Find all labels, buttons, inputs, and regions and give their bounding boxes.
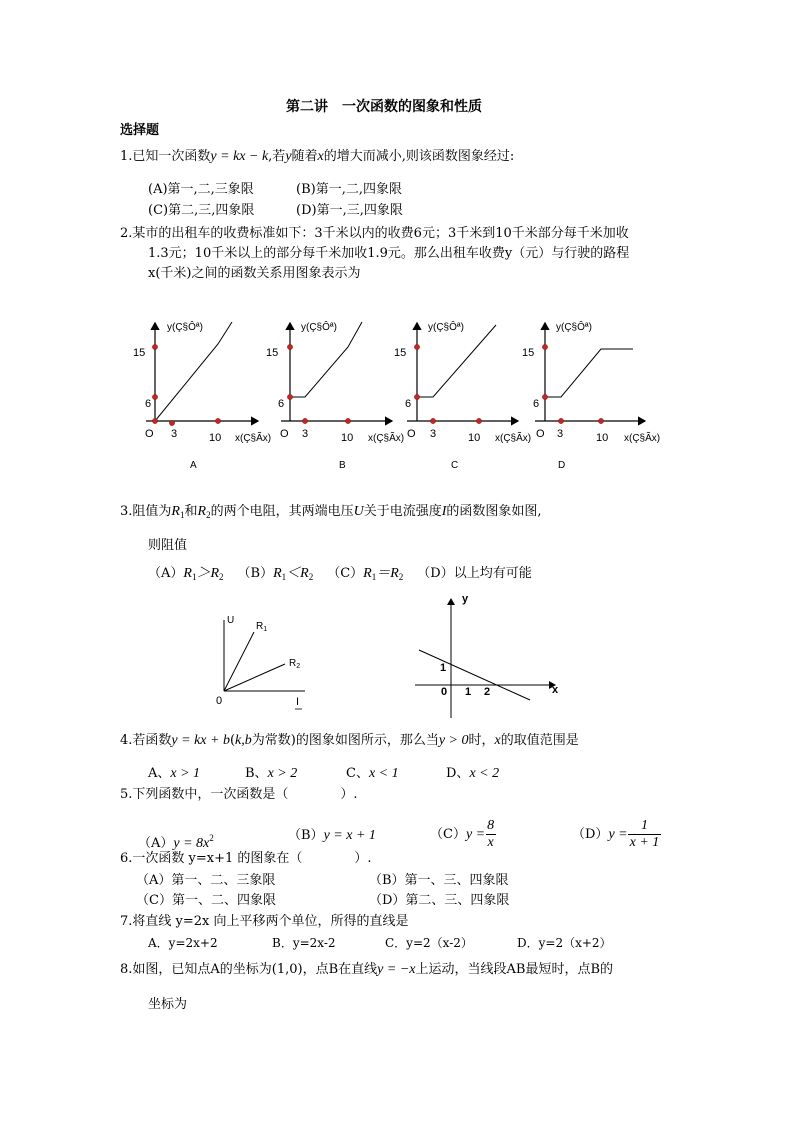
lf-function-line <box>419 650 530 700</box>
question-6-stem <box>120 851 372 867</box>
q4-text: 的取值范围是 <box>500 733 579 748</box>
q6-option-a: （A）第一、二、三象限 <box>136 873 276 888</box>
question-2-line-2: 1.3元；10千米以上的部分每千米加收1.9元。那么出租车收费y（元）与行驶的路程 <box>148 246 630 261</box>
q5-option-b-expr: y = x + 1 <box>323 828 376 843</box>
q3-text: 阻值为 <box>132 504 172 519</box>
graph-a-y-label: y(Ç§Ôª) <box>167 322 203 333</box>
q5-text: 下列函数中，一次函数是（ ）. <box>132 787 358 802</box>
graph-b-origin: O <box>280 428 289 440</box>
q3-text: 的函数图象如图, <box>446 504 542 519</box>
graph-a-tick-15: 15 <box>133 347 146 359</box>
q3-text: 关于电流强度 <box>363 504 442 519</box>
q5-option-a-exponent: 2 <box>209 833 214 843</box>
q5-option-d-denominator: x + 1 <box>629 835 660 850</box>
q4-option-d-label: D、 <box>446 766 470 781</box>
q3-subscript: 2 <box>219 572 224 582</box>
q7-option-a: A．y=2x+2 <box>148 936 218 950</box>
q3-r1-subscript: 1 <box>179 510 185 520</box>
graph-d-tick-3: 3 <box>557 428 564 440</box>
q5-option-c-numerator: 8 <box>487 818 495 833</box>
q4-text: 为常数)的图象如图所示，那么当 <box>251 733 439 748</box>
q3-option-a-label: （A） <box>148 566 184 581</box>
q3-r1-symbol: R <box>171 504 180 519</box>
q1-text: 随着 <box>291 149 318 164</box>
q1-option-a: (A)第一,二,三象限 <box>148 182 254 197</box>
q4-option-b <box>245 766 297 782</box>
q4-option-c-expr: x < 1 <box>368 766 399 781</box>
graph-c-tick-3: 3 <box>430 428 437 440</box>
q3-eq-symbol: ＝ <box>376 566 391 581</box>
q3-r-symbol: R <box>183 566 192 581</box>
q8-line-2: 坐标为 <box>148 997 188 1012</box>
graph-c-origin: O <box>407 428 416 440</box>
q5-option-a-expr: y = 8x <box>173 836 210 851</box>
graph-c-letter: C <box>451 460 459 471</box>
q3-r-symbol: R <box>363 566 372 581</box>
q4-option-a <box>148 766 200 782</box>
graph-d-tick-6: 6 <box>533 398 540 410</box>
question-5-stem <box>120 787 358 803</box>
graph-d-y-label: y(Ç§Ôª) <box>556 322 592 333</box>
graph-a-origin: O <box>145 428 154 440</box>
q7-text: 将直线 y=2x 向上平移两个单位，所得的直线是 <box>132 914 409 929</box>
graph-b-tick-15: 15 <box>266 347 279 359</box>
q6-option-c: （C）第一、二、四象限 <box>136 893 276 908</box>
ui-i-label: I <box>296 696 300 708</box>
q3-option-c-label: （C） <box>327 566 364 581</box>
q3-r-symbol: R <box>390 566 399 581</box>
ui-origin-label: 0 <box>216 695 223 707</box>
q8-number: 8. <box>120 962 133 977</box>
q4-number: 4. <box>120 733 133 748</box>
q4-var-x: x <box>494 733 501 748</box>
q5-option-c-denominator: x <box>487 835 494 850</box>
question-2-line-3: x(千米)之间的函数关系用图象表示为 <box>148 266 361 281</box>
q1-number: 1. <box>120 149 133 164</box>
question-7-stem <box>120 914 409 930</box>
ui-r1-subscript: 1 <box>263 626 268 633</box>
ui-r2-subscript: 2 <box>296 663 301 670</box>
q3-subscript: 1 <box>191 572 197 582</box>
page-title: 第二讲 一次函数的图象和性质 <box>286 99 482 115</box>
q3-line-2: 则阻值 <box>148 538 188 553</box>
graph-d-origin: O <box>536 428 545 440</box>
q3-r-symbol: R <box>300 566 309 581</box>
q3-r2-subscript: 2 <box>206 510 211 520</box>
graph-a-tick-6: 6 <box>145 398 152 410</box>
q3-r-symbol: R <box>210 566 220 581</box>
q5-option-d <box>572 817 661 853</box>
q3-gt-symbol: ＞ <box>196 566 211 581</box>
q5-option-b-label: （B） <box>288 828 324 843</box>
q3-option-b-label: （B） <box>237 566 274 581</box>
q3-i: I <box>441 504 447 519</box>
q3-text: 的两个电阻，其两端电压 <box>210 504 354 519</box>
graph-d-letter: D <box>558 460 566 471</box>
q7-option-b: B．y=2x-2 <box>272 936 336 950</box>
q3-u: U <box>353 504 364 519</box>
q8-formula: y = −x <box>377 962 416 977</box>
q4-option-a-label: A、 <box>148 766 171 781</box>
q7-number: 7. <box>120 914 133 929</box>
lf-origin: 0 <box>441 686 448 698</box>
q5-option-d-numerator: 1 <box>640 818 648 833</box>
q4-text: ( <box>229 733 236 748</box>
lf-x-tick-1: 1 <box>465 686 472 698</box>
graph-c-y-label: y(Ç§Ôª) <box>428 322 464 333</box>
q7-option-c: C．y=2（x-2） <box>385 936 473 950</box>
q6-option-d: （D）第二、三、四象限 <box>369 893 510 908</box>
q5-option-c-fraction <box>485 818 496 851</box>
q5-option-d-label: （D） <box>572 827 609 842</box>
q4-text: 若函数 <box>132 733 172 748</box>
q6-option-b: （B）第一、三、四象限 <box>369 873 509 888</box>
q4-formula: y = kx + b <box>171 733 230 748</box>
q1-formula: y = kx − k <box>210 149 269 164</box>
graph-b-tick-10: 10 <box>341 432 354 444</box>
question-8-stem <box>120 962 613 978</box>
q6-text: 一次函数 y=x+1 的图象在（ ）. <box>132 851 372 866</box>
q3-subscript: 1 <box>371 572 377 582</box>
q1-var-x: x <box>317 149 324 164</box>
q4-option-b-expr: x > 2 <box>267 766 298 781</box>
q5-option-c <box>430 817 496 853</box>
graph-d-tick-15: 15 <box>522 347 535 359</box>
graph-a-tick-3: 3 <box>171 428 178 440</box>
graph-d-tick-10: 10 <box>596 432 609 444</box>
q1-var-y: y <box>285 149 292 164</box>
graph-d-x-label: x(Ç§Ãx) <box>624 433 661 444</box>
q4-option-a-expr: x > 1 <box>170 766 201 781</box>
question-4-stem <box>120 733 579 749</box>
graph-c-tick-10: 10 <box>468 432 481 444</box>
graph-b-x-label: x(Ç§Ãx) <box>368 433 405 444</box>
q5-option-d-lhs: y = <box>608 827 628 842</box>
q5-option-c-label: （C） <box>430 827 466 842</box>
q1-option-c: (C)第二,三,四象限 <box>148 203 255 218</box>
q3-subscript: 1 <box>281 572 287 582</box>
graph-a-x-label: x(Ç§Ãx) <box>235 433 272 444</box>
graph-c-x-label: x(Ç§Ãx) <box>495 433 532 444</box>
graph-b-tick-3: 3 <box>302 428 309 440</box>
q5-option-c-lhs: y = <box>465 827 486 842</box>
q5-option-a-label: （A） <box>138 836 174 851</box>
ui-r1-letter: R <box>256 621 264 632</box>
q5-option-d-fraction <box>628 818 662 851</box>
q4-kb: k,b <box>235 733 252 748</box>
q8-text: 如图，已知点A的坐标为(1,0)，点B在直线 <box>132 962 378 977</box>
q3-lt-symbol: ＜ <box>286 566 301 581</box>
lf-x-label: x <box>552 684 559 696</box>
q3-option-d-label: （D）以上均有可能 <box>417 566 532 581</box>
q5-option-b <box>288 828 376 844</box>
q7-option-d: D．y=2（x+2） <box>517 936 612 950</box>
q4-option-c-label: C、 <box>346 766 369 781</box>
graph-b-tick-6: 6 <box>278 398 285 410</box>
q3-text: 和 <box>184 504 198 519</box>
q3-r2-symbol: R <box>197 504 207 519</box>
q1-text: 已知一次函数 <box>132 149 211 164</box>
q4-option-b-label: B、 <box>245 766 268 781</box>
q8-text: 上运动，当线段AB最短时，点B的 <box>415 962 613 977</box>
ui-r2-letter: R <box>289 658 297 669</box>
q4-condition: y > 0 <box>438 733 469 748</box>
q1-text: ,若 <box>268 149 286 164</box>
q2-number: 2. <box>120 226 133 241</box>
q4-option-d-expr: x < 2 <box>469 766 500 781</box>
q4-option-c <box>346 766 399 782</box>
q1-option-b: (B)第一,二,四象限 <box>296 182 402 197</box>
section-heading: 选择题 <box>120 123 160 138</box>
q5-option-a <box>138 830 214 852</box>
q3-number: 3. <box>120 504 133 519</box>
graph-c-tick-6: 6 <box>405 398 412 410</box>
lf-y-label: y <box>462 593 469 605</box>
lf-y-tick-1: 1 <box>440 662 447 674</box>
q4-option-d <box>446 766 499 782</box>
q1-text: 的增大而减小,则该函数图象经过: <box>323 149 515 164</box>
graph-a-tick-10: 10 <box>209 432 222 444</box>
graph-b-letter: B <box>339 460 346 471</box>
q5-number: 5. <box>120 787 133 802</box>
q1-option-d: (D)第一,三,四象限 <box>296 203 403 218</box>
q2-text: 某市的出租车的收费标准如下：3千米以内的收费6元；3千米到10千米部分每千米加收 <box>132 226 629 241</box>
graph-c-tick-15: 15 <box>394 347 407 359</box>
q3-subscript: 2 <box>308 572 314 582</box>
q3-r-symbol: R <box>273 566 282 581</box>
q6-number: 6. <box>120 851 133 866</box>
q4-text: 时， <box>468 733 495 748</box>
lf-x-tick-2: 2 <box>484 686 491 698</box>
q3-subscript: 2 <box>398 572 404 582</box>
ui-u-label: U <box>227 615 235 626</box>
graph-b-y-label: y(Ç§Ôª) <box>301 322 337 333</box>
graph-a-letter: A <box>190 460 197 471</box>
